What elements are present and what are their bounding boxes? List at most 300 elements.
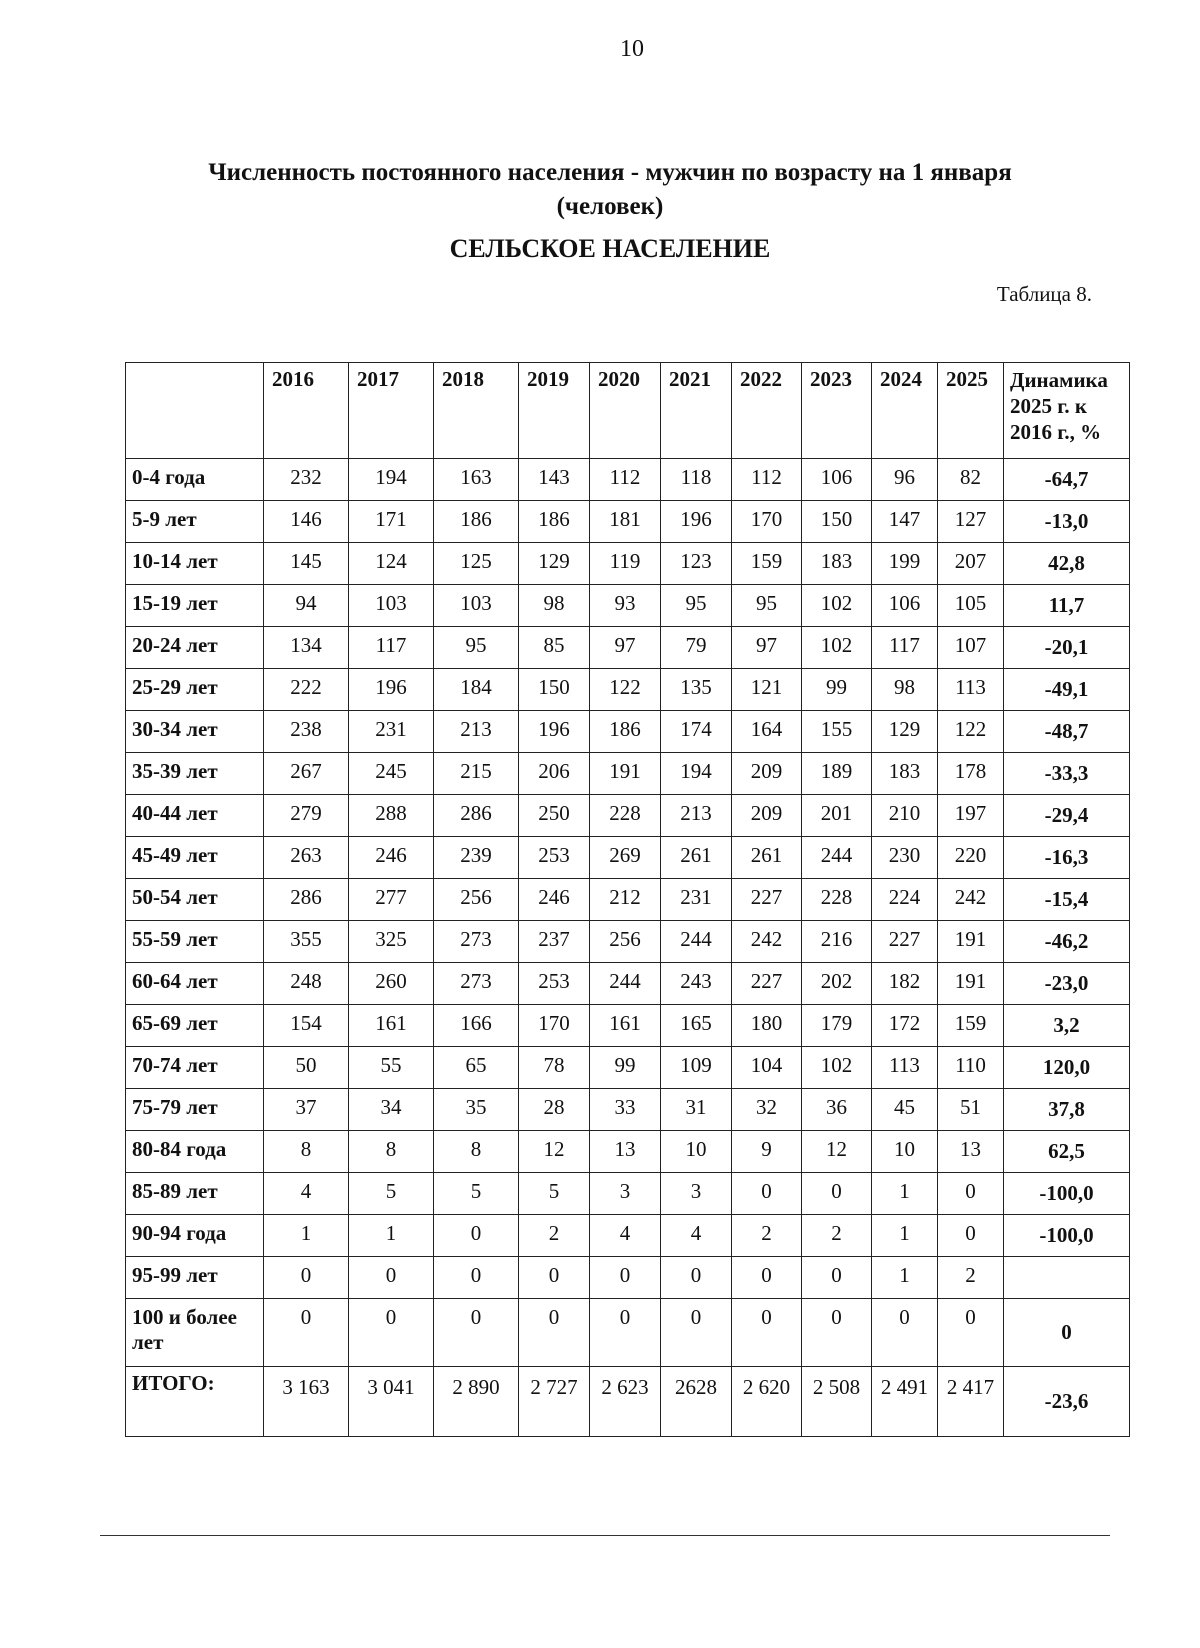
value-cell: 2 [732,1215,802,1257]
table-body [126,459,1130,1437]
value-cell: 3 [661,1173,732,1215]
table-row [126,585,1130,627]
value-cell: 32 [732,1089,802,1131]
age-group-cell: 60-64 лет [126,963,264,1005]
value-cell: 107 [938,627,1004,669]
total-value-cell [802,1367,872,1437]
table-header-row [126,363,1130,459]
dynamics-cell: 120,0 [1004,1047,1130,1089]
dynamics-cell: -46,2 [1004,921,1130,963]
header-year: 2022 [732,363,802,459]
value-cell: 166 [434,1005,519,1047]
value-cell: 213 [434,711,519,753]
dynamics-cell [1004,1257,1130,1299]
value-cell: 102 [802,1047,872,1089]
value-cell: 260 [349,963,434,1005]
table-row [126,1173,1130,1215]
value-cell: 124 [349,543,434,585]
value-cell: 0 [264,1257,349,1299]
value-cell: 172 [872,1005,938,1047]
value-cell: 244 [661,921,732,963]
value-cell: 1 [872,1257,938,1299]
value-cell: 191 [938,921,1004,963]
value-cell: 93 [590,585,661,627]
value-cell: 161 [349,1005,434,1047]
value-cell: 2 [519,1215,590,1257]
value-cell: 0 [519,1299,590,1367]
value-cell: 95 [661,585,732,627]
value-cell: 194 [349,459,434,501]
value-cell: 196 [661,501,732,543]
table-row [126,795,1130,837]
dynamics-cell: 37,8 [1004,1089,1130,1131]
value-cell: 1 [872,1215,938,1257]
value-cell: 37 [264,1089,349,1131]
value-cell: 191 [938,963,1004,1005]
value-cell: 117 [349,627,434,669]
age-group-cell: 70-74 лет [126,1047,264,1089]
value-cell: 99 [802,669,872,711]
value-cell: 119 [590,543,661,585]
age-group-cell: 80-84 года [126,1131,264,1173]
dynamics-cell: -13,0 [1004,501,1130,543]
value-cell: 273 [434,963,519,1005]
value-cell: 244 [802,837,872,879]
header-year: 2025 [938,363,1004,459]
value-cell: 242 [732,921,802,963]
dynamics-cell: 3,2 [1004,1005,1130,1047]
value-cell: 0 [434,1299,519,1367]
value-cell: 121 [732,669,802,711]
value-cell: 186 [519,501,590,543]
value-cell: 220 [938,837,1004,879]
value-cell: 245 [349,753,434,795]
value-cell: 230 [872,837,938,879]
value-cell: 263 [264,837,349,879]
table-row [126,1257,1130,1299]
value-cell: 0 [802,1299,872,1367]
dynamics-cell: 62,5 [1004,1131,1130,1173]
value-cell: 129 [519,543,590,585]
value-cell: 117 [872,627,938,669]
value-cell: 0 [938,1173,1004,1215]
age-group-cell: 15-19 лет [126,585,264,627]
value-cell: 196 [519,711,590,753]
value-cell: 159 [732,543,802,585]
value-cell: 227 [872,921,938,963]
value-cell: 213 [661,795,732,837]
value-cell: 237 [519,921,590,963]
value-cell: 246 [349,837,434,879]
value-cell: 4 [264,1173,349,1215]
value-cell: 288 [349,795,434,837]
value-cell: 201 [802,795,872,837]
value-cell: 45 [872,1089,938,1131]
value-cell: 96 [872,459,938,501]
value-cell: 122 [590,669,661,711]
table-row [126,543,1130,585]
value-cell: 238 [264,711,349,753]
value-cell: 0 [732,1173,802,1215]
value-cell: 2 [802,1215,872,1257]
age-group-cell: 40-44 лет [126,795,264,837]
value-cell: 150 [802,501,872,543]
value-cell: 277 [349,879,434,921]
value-cell: 170 [519,1005,590,1047]
total-value: 2 727 [530,1375,578,1399]
total-value-cell [938,1367,1004,1437]
age-group-cell: 35-39 лет [126,753,264,795]
table-row [126,1005,1130,1047]
table-row [126,963,1130,1005]
value-cell: 199 [872,543,938,585]
value-cell: 145 [264,543,349,585]
value-cell: 98 [519,585,590,627]
value-cell: 1 [264,1215,349,1257]
total-value-cell [349,1367,434,1437]
header-dynamics: Динамика 2025 г. к 2016 г., % [1004,363,1130,459]
dynamics-cell: 11,7 [1004,585,1130,627]
value-cell: 1 [349,1215,434,1257]
age-group-cell: 65-69 лет [126,1005,264,1047]
total-value: 2 417 [946,1375,995,1399]
total-value: 2 508 [812,1375,861,1399]
age-group-cell: 25-29 лет [126,669,264,711]
age-group-cell: 0-4 года [126,459,264,501]
value-cell: 113 [872,1047,938,1089]
value-cell: 99 [590,1047,661,1089]
dynamics-cell: -23,0 [1004,963,1130,1005]
value-cell: 243 [661,963,732,1005]
value-cell: 3 [590,1173,661,1215]
value-cell: 146 [264,501,349,543]
value-cell: 250 [519,795,590,837]
value-cell: 227 [732,879,802,921]
value-cell: 50 [264,1047,349,1089]
value-cell: 286 [434,795,519,837]
value-cell: 150 [519,669,590,711]
table-row [126,501,1130,543]
value-cell: 135 [661,669,732,711]
value-cell: 110 [938,1047,1004,1089]
header-year: 2019 [519,363,590,459]
value-cell: 206 [519,753,590,795]
dynamics-cell: 42,8 [1004,543,1130,585]
age-group-cell: 20-24 лет [126,627,264,669]
value-cell: 10 [872,1131,938,1173]
value-cell: 159 [938,1005,1004,1047]
dynamics-cell: -33,3 [1004,753,1130,795]
dynamics-cell: -15,4 [1004,879,1130,921]
value-cell: 127 [938,501,1004,543]
value-cell: 2 [938,1257,1004,1299]
table-row [126,1089,1130,1131]
value-cell: 55 [349,1047,434,1089]
value-cell: 0 [938,1299,1004,1367]
value-cell: 261 [732,837,802,879]
age-group-cell: 5-9 лет [126,501,264,543]
value-cell: 242 [938,879,1004,921]
header-year: 2020 [590,363,661,459]
total-row [126,1367,1130,1437]
total-value: 2 623 [601,1375,649,1399]
total-value-cell [434,1367,519,1437]
value-cell: 269 [590,837,661,879]
dynamics-cell: -48,7 [1004,711,1130,753]
value-cell: 207 [938,543,1004,585]
value-cell: 65 [434,1047,519,1089]
age-group-cell: 55-59 лет [126,921,264,963]
table-label: Таблица 8. [996,282,1092,306]
value-cell: 51 [938,1089,1004,1131]
value-cell: 118 [661,459,732,501]
value-cell: 256 [434,879,519,921]
value-cell: 105 [938,585,1004,627]
header-year: 2016 [264,363,349,459]
header-year: 2024 [872,363,938,459]
dynamics-cell: -16,3 [1004,837,1130,879]
value-cell: 279 [264,795,349,837]
value-cell: 325 [349,921,434,963]
table-row [126,627,1130,669]
total-value-cell [872,1367,938,1437]
value-cell: 5 [434,1173,519,1215]
value-cell: 184 [434,669,519,711]
value-cell: 174 [661,711,732,753]
value-cell: 182 [872,963,938,1005]
value-cell: 0 [938,1215,1004,1257]
age-group-cell: 90-94 года [126,1215,264,1257]
dynamics-cell: -29,4 [1004,795,1130,837]
value-cell: 209 [732,795,802,837]
value-cell: 202 [802,963,872,1005]
total-value: 2628 [675,1375,717,1399]
header-year: 2021 [661,363,732,459]
value-cell: 13 [590,1131,661,1173]
value-cell: 179 [802,1005,872,1047]
value-cell: 4 [661,1215,732,1257]
value-cell: 0 [802,1173,872,1215]
value-cell: 109 [661,1047,732,1089]
total-value: 2 890 [452,1375,500,1399]
value-cell: 0 [590,1299,661,1367]
value-cell: 186 [590,711,661,753]
value-cell: 248 [264,963,349,1005]
value-cell: 256 [590,921,661,963]
total-value-cell [590,1367,661,1437]
table-row [126,879,1130,921]
value-cell: 112 [732,459,802,501]
value-cell: 0 [732,1257,802,1299]
value-cell: 0 [349,1257,434,1299]
value-cell: 224 [872,879,938,921]
total-dynamics-cell: -23,6 [1004,1367,1130,1437]
value-cell: 125 [434,543,519,585]
value-cell: 183 [802,543,872,585]
value-cell: 239 [434,837,519,879]
value-cell: 0 [872,1299,938,1367]
value-cell: 106 [872,585,938,627]
value-cell: 103 [349,585,434,627]
table-row [126,711,1130,753]
value-cell: 154 [264,1005,349,1047]
table-row [126,837,1130,879]
value-cell: 194 [661,753,732,795]
value-cell: 286 [264,879,349,921]
value-cell: 232 [264,459,349,501]
value-cell: 170 [732,501,802,543]
value-cell: 106 [802,459,872,501]
value-cell: 97 [590,627,661,669]
value-cell: 35 [434,1089,519,1131]
value-cell: 0 [802,1257,872,1299]
table-row [126,1299,1130,1367]
value-cell: 34 [349,1089,434,1131]
dynamics-cell: 0 [1004,1299,1130,1367]
value-cell: 8 [264,1131,349,1173]
value-cell: 0 [349,1299,434,1367]
value-cell: 181 [590,501,661,543]
value-cell: 155 [802,711,872,753]
footer-divider [100,1535,1110,1536]
value-cell: 216 [802,921,872,963]
value-cell: 183 [872,753,938,795]
value-cell: 164 [732,711,802,753]
value-cell: 113 [938,669,1004,711]
total-value-cell [661,1367,732,1437]
value-cell: 78 [519,1047,590,1089]
value-cell: 253 [519,963,590,1005]
value-cell: 97 [732,627,802,669]
value-cell: 215 [434,753,519,795]
table-row [126,1131,1130,1173]
total-value: 2 620 [742,1375,791,1399]
dynamics-cell: -100,0 [1004,1173,1130,1215]
value-cell: 253 [519,837,590,879]
value-cell: 1 [872,1173,938,1215]
dynamics-cell: -20,1 [1004,627,1130,669]
value-cell: 122 [938,711,1004,753]
age-group-cell: 100 и более лет [126,1299,264,1367]
age-group-cell: 45-49 лет [126,837,264,879]
age-group-cell: 95-99 лет [126,1257,264,1299]
value-cell: 13 [938,1131,1004,1173]
value-cell: 104 [732,1047,802,1089]
page-number: 10 [620,36,644,62]
table-row [126,669,1130,711]
value-cell: 0 [264,1299,349,1367]
value-cell: 129 [872,711,938,753]
total-value-cell [732,1367,802,1437]
value-cell: 143 [519,459,590,501]
value-cell: 191 [590,753,661,795]
age-group-cell: 50-54 лет [126,879,264,921]
value-cell: 12 [519,1131,590,1173]
value-cell: 5 [349,1173,434,1215]
value-cell: 212 [590,879,661,921]
table-row [126,753,1130,795]
header-year: 2017 [349,363,434,459]
dynamics-cell: -49,1 [1004,669,1130,711]
dynamics-cell: -100,0 [1004,1215,1130,1257]
value-cell: 228 [590,795,661,837]
value-cell: 33 [590,1089,661,1131]
total-value: 3 041 [367,1375,415,1399]
dynamics-cell: -64,7 [1004,459,1130,501]
age-group-cell: 85-89 лет [126,1173,264,1215]
value-cell: 95 [434,627,519,669]
value-cell: 147 [872,501,938,543]
value-cell: 189 [802,753,872,795]
value-cell: 0 [661,1257,732,1299]
title-line-2: (человек) [556,193,664,220]
total-value-cell [519,1367,590,1437]
table-row [126,459,1130,501]
value-cell: 123 [661,543,732,585]
value-cell: 197 [938,795,1004,837]
value-cell: 12 [802,1131,872,1173]
total-label-cell: ИТОГО: [126,1367,264,1437]
value-cell: 210 [872,795,938,837]
value-cell: 186 [434,501,519,543]
value-cell: 0 [519,1257,590,1299]
value-cell: 355 [264,921,349,963]
value-cell: 5 [519,1173,590,1215]
title-line-1: Численность постоянного населения - мужчин по возрасту на 1 января [208,159,1012,186]
total-value-cell [264,1367,349,1437]
value-cell: 79 [661,627,732,669]
value-cell: 227 [732,963,802,1005]
value-cell: 163 [434,459,519,501]
population-table [125,362,1130,1437]
value-cell: 28 [519,1089,590,1131]
total-value: 3 163 [282,1375,330,1399]
value-cell: 0 [661,1299,732,1367]
value-cell: 171 [349,501,434,543]
table-row [126,921,1130,963]
value-cell: 246 [519,879,590,921]
value-cell: 4 [590,1215,661,1257]
value-cell: 196 [349,669,434,711]
value-cell: 209 [732,753,802,795]
value-cell: 165 [661,1005,732,1047]
value-cell: 82 [938,459,1004,501]
value-cell: 10 [661,1131,732,1173]
value-cell: 231 [661,879,732,921]
table-row [126,1215,1130,1257]
value-cell: 222 [264,669,349,711]
value-cell: 180 [732,1005,802,1047]
value-cell: 267 [264,753,349,795]
value-cell: 244 [590,963,661,1005]
value-cell: 102 [802,585,872,627]
value-cell: 85 [519,627,590,669]
value-cell: 95 [732,585,802,627]
value-cell: 8 [349,1131,434,1173]
value-cell: 102 [802,627,872,669]
value-cell: 261 [661,837,732,879]
age-group-cell: 30-34 лет [126,711,264,753]
value-cell: 228 [802,879,872,921]
header-year: 2023 [802,363,872,459]
page-subtitle: СЕЛЬСКОЕ НАСЕЛЕНИЕ [449,234,771,263]
value-cell: 273 [434,921,519,963]
value-cell: 134 [264,627,349,669]
value-cell: 8 [434,1131,519,1173]
header-year: 2018 [434,363,519,459]
value-cell: 9 [732,1131,802,1173]
value-cell: 0 [590,1257,661,1299]
